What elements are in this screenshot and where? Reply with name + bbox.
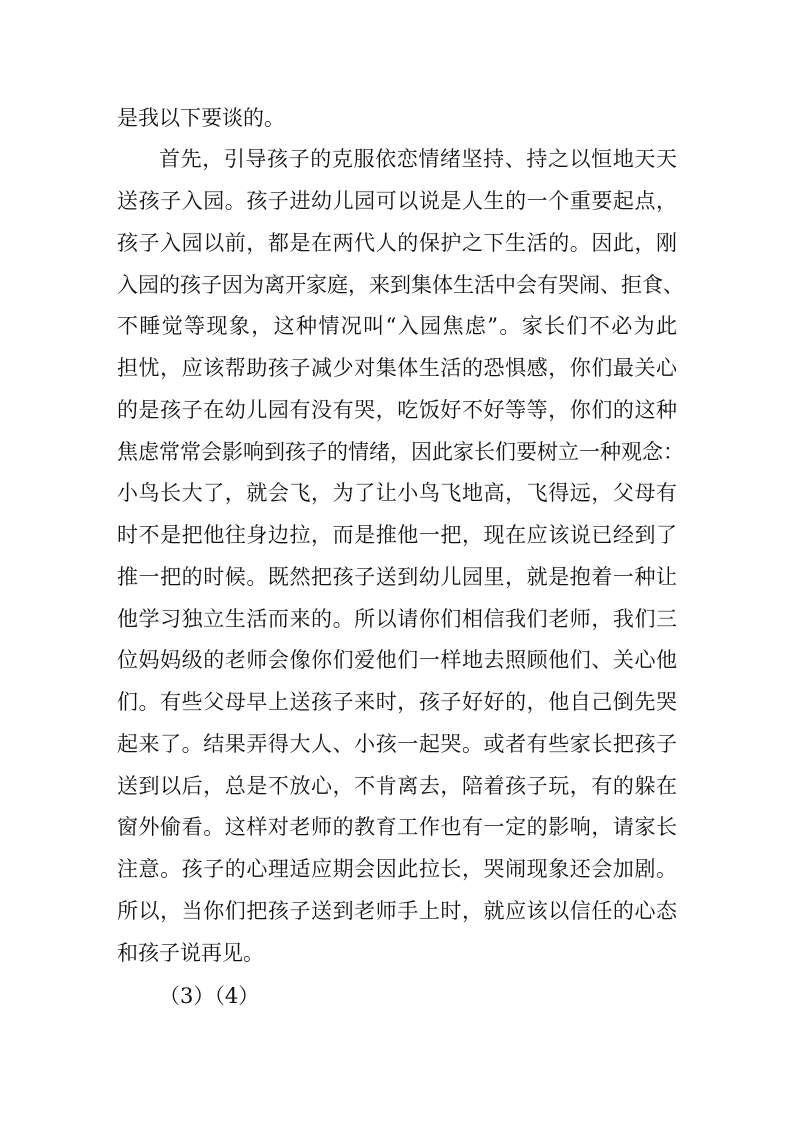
text-line: 入园的孩子因为离开家庭，来到集体生活中会有哭闹、拒食、 — [117, 273, 684, 297]
text-line: 小鸟长大了，就会飞，为了让小鸟飞地高，飞得远，父母有 — [117, 481, 677, 505]
text-line: 注意。孩子的心理适应期会因此拉长，哭闹现象还会加剧。 — [117, 857, 677, 881]
text-line: 送孩子入园。孩子进幼儿园可以说是人生的一个重要起点， — [117, 189, 677, 213]
text-line: 首先，引导孩子的克服依恋情绪坚持、持之以恒地天天 — [159, 147, 677, 171]
text-line: 担忧，应该帮助孩子减少对集体生活的恐惧感，你们最关心 — [117, 356, 677, 380]
text-line: 时不是把他往身边拉，而是推他一把，现在应该说已经到了 — [117, 523, 677, 547]
text-line: 窗外偷看。这样对老师的教育工作也有一定的影响，请家长 — [117, 815, 677, 839]
text-line: 位妈妈级的老师会像你们爱他们一样地去照顾他们、关心他 — [117, 648, 677, 672]
text-line: 的是孩子在幼儿园有没有哭，吃饭好不好等等，你们的这种 — [117, 398, 677, 422]
text-line: 送到以后，总是不放心，不肯离去，陪着孩子玩，有的躲在 — [117, 774, 677, 798]
text-line: 和孩子说再见。 — [117, 941, 264, 965]
text-line: 是我以下要谈的。 — [117, 106, 285, 130]
text-line: 他学习独立生活而来的。所以请你们相信我们老师，我们三 — [117, 607, 677, 631]
text-line: 焦虑常常会影响到孩子的情绪，因此家长们要树立一种观念： — [117, 440, 684, 464]
section-marker: （3）（4） — [159, 984, 260, 1008]
text-line: 孩子入园以前，都是在两代人的保护之下生活的。因此，刚 — [117, 231, 677, 255]
text-line: 们。有些父母早上送孩子来时，孩子好好的，他自己倒先哭 — [117, 690, 677, 714]
text-line: 推一把的时候。既然把孩子送到幼儿园里，就是抱着一种让 — [117, 565, 677, 589]
text-line: 不睡觉等现象，这种情况叫“入园焦虑”。家长们不必为此 — [117, 314, 677, 338]
text-line: 所以，当你们把孩子送到老师手上时，就应该以信任的心态 — [117, 899, 677, 923]
text-line: 起来了。结果弄得大人、小孩一起哭。或者有些家长把孩子 — [117, 732, 677, 756]
